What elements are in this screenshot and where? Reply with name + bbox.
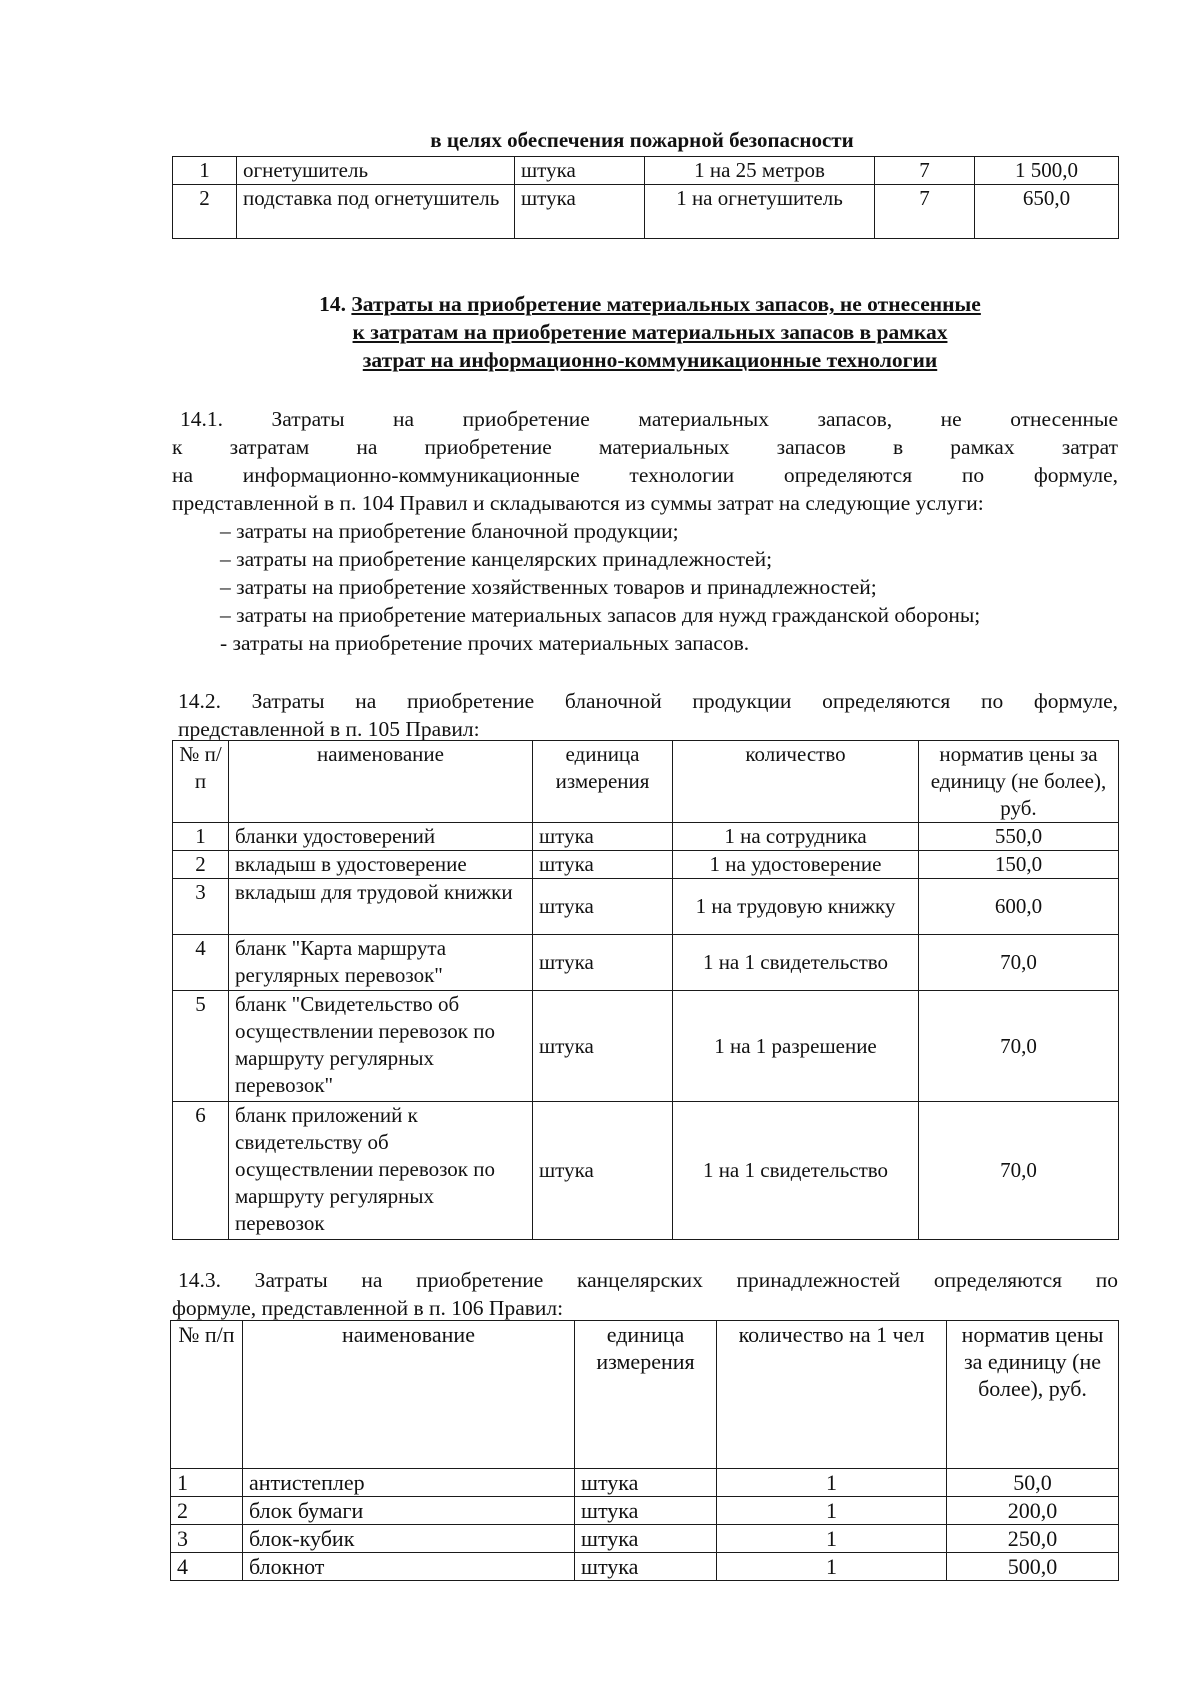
paragraph-line: представленной в п. 104 Правил и складываются из суммы затрат на следующие услуги: — [172, 491, 984, 515]
header-qty: количество на 1 чел — [717, 1321, 947, 1469]
cell-name: антистеплер — [243, 1469, 575, 1497]
table-row — [173, 879, 1119, 935]
cell-name: вкладыш в удостоверение — [229, 851, 533, 879]
cell-unit: штука — [575, 1497, 717, 1525]
table-row — [171, 1497, 1119, 1525]
cell-num: 1 — [171, 1469, 243, 1497]
cell-num: 5 — [173, 991, 229, 1102]
header-qty: количество — [673, 741, 919, 823]
paragraph-line: 14.1. Затраты на приобретение материальных запасов, не отнесенные — [180, 407, 1118, 431]
paragraph-line: на информационно-коммуникационные технологии определяются по формуле, — [172, 463, 1118, 487]
paragraph-line: 14.3. Затраты на приобретение канцелярских принадлежностей определяются по — [178, 1268, 1118, 1292]
header-num: № п/п — [173, 741, 229, 823]
list-item: – затраты на приобретение канцелярских принадлежностей; — [220, 547, 773, 571]
paragraph-line: представленной в п. 105 Правил: — [178, 717, 480, 741]
cell-price: 70,0 — [919, 1102, 1119, 1240]
cell-name: бланки удостоверений — [229, 823, 533, 851]
cell-price: 1 500,0 — [975, 157, 1119, 185]
table-row — [171, 1525, 1119, 1553]
cell-qty: 1 на 1 свидетельство — [673, 1102, 919, 1240]
header-unit: единица измерения — [575, 1321, 717, 1469]
section-number: 14. — [319, 292, 347, 316]
cell-qty: 1 — [717, 1525, 947, 1553]
cell-unit: штука — [533, 879, 673, 935]
cell-name: бланк "Карта маршрута регулярных перевозок" — [229, 935, 533, 991]
cell-name: блок-кубик — [243, 1525, 575, 1553]
list-item: – затраты на приобретение хозяйственных товаров и принадлежностей; — [220, 575, 877, 599]
cell-unit: штука — [575, 1553, 717, 1581]
table-row — [173, 823, 1119, 851]
cell-unit: штука — [533, 991, 673, 1102]
cell-num: 6 — [173, 1102, 229, 1240]
section-14-title — [180, 290, 1120, 374]
fire-safety-table — [172, 156, 1119, 239]
cell-unit: штука — [533, 851, 673, 879]
cell-qty: 1 на сотрудника — [673, 823, 919, 851]
paragraph-line: формуле, представленной в п. 106 Правил: — [172, 1296, 564, 1320]
table-header-row — [173, 741, 1119, 823]
cell-price: 650,0 — [975, 185, 1119, 239]
table-row — [173, 1102, 1119, 1240]
cell-unit: штука — [533, 823, 673, 851]
cell-unit: штука — [533, 1102, 673, 1240]
cell-unit: штука — [533, 935, 673, 991]
header-name: наименование — [243, 1321, 575, 1469]
cell-qty: 1 — [717, 1469, 947, 1497]
paragraph-14-3 — [172, 1266, 1118, 1322]
cost-items-list — [220, 517, 980, 657]
table-header-row — [171, 1321, 1119, 1469]
header-price: норматив цены за единицу (не более), руб. — [919, 741, 1119, 823]
cell-price: 70,0 — [919, 991, 1119, 1102]
cell-name: бланк приложений к свидетельству об осуществлении перевозок по маршруту регулярных перевозок — [229, 1102, 533, 1240]
cell-unit: штука — [575, 1525, 717, 1553]
cell-num: 4 — [173, 935, 229, 991]
cell-qty: 1 — [717, 1553, 947, 1581]
list-item: – затраты на приобретение материальных запасов для нужд гражданской обороны; — [220, 603, 981, 627]
list-item: - затраты на приобретение прочих материальных запасов. — [220, 631, 750, 655]
header-unit: единица измерения — [533, 741, 673, 823]
cell-name: блок бумаги — [243, 1497, 575, 1525]
cell-qty: 1 — [717, 1497, 947, 1525]
cell-qty: 1 на 25 метров — [645, 157, 875, 185]
fire-safety-heading: в целях обеспечения пожарной безопасности — [430, 128, 854, 152]
cell-name: бланк "Свидетельство об осуществлении перевозок по маршруту регулярных перевозок" — [229, 991, 533, 1102]
section-title-line: Затраты на приобретение материальных запасов, не отнесенные — [351, 292, 981, 316]
header-num: № п/п — [171, 1321, 243, 1469]
header-price: норматив цены за единицу (не более), руб. — [947, 1321, 1119, 1469]
paragraph-14-1 — [172, 405, 1118, 517]
blank-products-table — [172, 740, 1119, 1240]
cell-unit: штука — [515, 157, 645, 185]
cell-num: 2 — [171, 1497, 243, 1525]
cell-name: вкладыш для трудовой книжки — [229, 879, 533, 935]
cell-qty: 1 на 1 разрешение — [673, 991, 919, 1102]
cell-name: огнетушитель — [237, 157, 515, 185]
cell-price: 200,0 — [947, 1497, 1119, 1525]
cell-num: 2 — [173, 185, 237, 239]
cell-years: 7 — [875, 157, 975, 185]
table-row — [173, 991, 1119, 1102]
cell-price: 150,0 — [919, 851, 1119, 879]
paragraph-line: к затратам на приобретение материальных запасов в рамках затрат — [172, 435, 1118, 459]
cell-qty: 1 на трудовую книжку — [673, 879, 919, 935]
cell-qty: 1 на 1 свидетельство — [673, 935, 919, 991]
list-item: – затраты на приобретение бланочной продукции; — [220, 519, 679, 543]
table-row — [171, 1553, 1119, 1581]
cell-years: 7 — [875, 185, 975, 239]
cell-unit: штука — [575, 1469, 717, 1497]
cell-price: 70,0 — [919, 935, 1119, 991]
table-row — [173, 935, 1119, 991]
table-row — [171, 1469, 1119, 1497]
cell-unit: штука — [515, 185, 645, 239]
section-title-line: затрат на информационно-коммуникационные технологии — [362, 348, 938, 372]
cell-num: 2 — [173, 851, 229, 879]
cell-qty: 1 на удостоверение — [673, 851, 919, 879]
cell-price: 250,0 — [947, 1525, 1119, 1553]
cell-price: 50,0 — [947, 1469, 1119, 1497]
paragraph-line: 14.2. Затраты на приобретение бланочной продукции определяются по формуле, — [178, 689, 1118, 713]
cell-qty: 1 на огнетушитель — [645, 185, 875, 239]
cell-price: 500,0 — [947, 1553, 1119, 1581]
table-row — [173, 157, 1119, 185]
cell-num: 3 — [173, 879, 229, 935]
cell-num: 4 — [171, 1553, 243, 1581]
section-title-line: к затратам на приобретение материальных запасов в рамках — [352, 320, 948, 344]
paragraph-14-2 — [178, 687, 1118, 743]
table-row — [173, 185, 1119, 239]
cell-num: 1 — [173, 157, 237, 185]
cell-num: 1 — [173, 823, 229, 851]
cell-name: блокнот — [243, 1553, 575, 1581]
header-name: наименование — [229, 741, 533, 823]
cell-price: 600,0 — [919, 879, 1119, 935]
cell-price: 550,0 — [919, 823, 1119, 851]
stationery-table — [170, 1320, 1119, 1581]
cell-name: подставка под огнетушитель — [237, 185, 515, 239]
cell-num: 3 — [171, 1525, 243, 1553]
table-row — [173, 851, 1119, 879]
